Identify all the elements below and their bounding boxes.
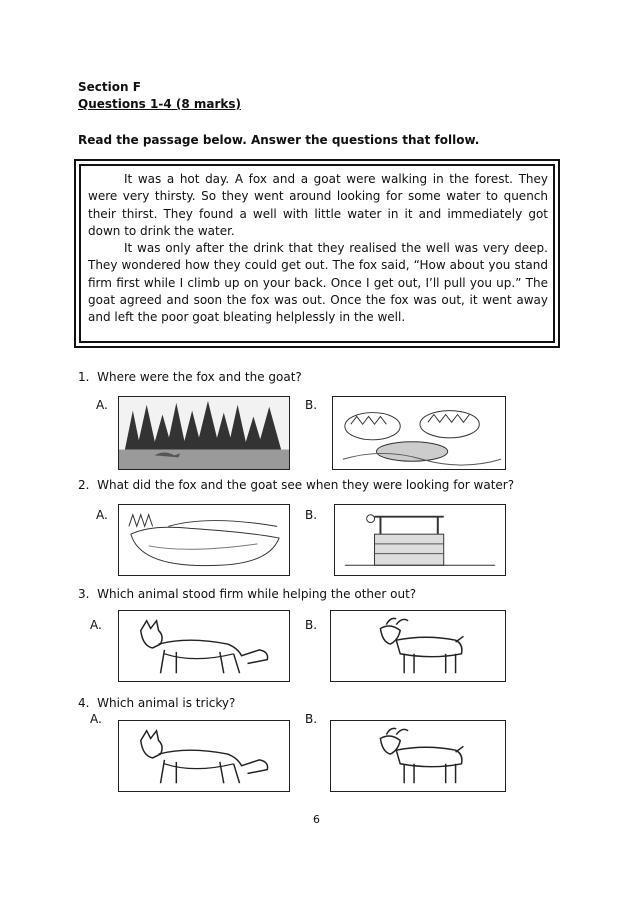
question-3-text: Which animal stood firm while helping the other out? [97, 587, 417, 601]
question-3-option-a-label[interactable]: A. [90, 618, 102, 632]
question-2-option-b-label[interactable]: B. [305, 508, 318, 522]
questions-title: Questions 1-4 (8 marks) [78, 97, 241, 111]
fox-picture-icon[interactable] [118, 610, 290, 682]
instruction: Read the passage below. Answer the questions that follow. [78, 133, 480, 147]
forest-picture-icon[interactable] [118, 396, 290, 470]
question-1-option-a-label[interactable]: A. [96, 398, 108, 412]
question-4 [78, 696, 235, 710]
passage-paragraph-1: It was a hot day. A fox and a goat were walking in the forest. They were very thirsty. So they went around looking for some water to quench their thirst. They found a well with little water in it and immediately got down to drink the water. [88, 172, 548, 238]
section-title: Section F [78, 80, 141, 94]
question-1-number: 1. [78, 370, 90, 384]
passage-box [74, 159, 560, 348]
question-2-number: 2. [78, 478, 90, 492]
question-4-number: 4. [78, 696, 90, 710]
question-1-text: Where were the fox and the goat? [97, 370, 302, 384]
question-4-option-a-label[interactable]: A. [90, 712, 102, 726]
question-1 [78, 370, 302, 384]
goat-picture-icon[interactable] [330, 720, 506, 792]
question-3 [78, 587, 416, 601]
page-number: 6 [313, 813, 320, 826]
goat-picture-icon[interactable] [330, 610, 506, 682]
question-2-option-a-label[interactable]: A. [96, 508, 108, 522]
question-4-option-b-label[interactable]: B. [305, 712, 318, 726]
question-2 [78, 478, 514, 492]
fox-picture-icon[interactable] [118, 720, 290, 792]
question-1-option-b-label[interactable]: B. [305, 398, 318, 412]
question-3-option-b-label[interactable]: B. [305, 618, 318, 632]
question-4-text: Which animal is tricky? [97, 696, 236, 710]
question-2-text: What did the fox and the goat see when they were looking for water? [97, 478, 515, 492]
well-picture-icon[interactable] [334, 504, 506, 576]
garden-picture-icon[interactable] [332, 396, 506, 470]
pond-picture-icon[interactable] [118, 504, 290, 576]
passage-text [88, 171, 548, 327]
passage-paragraph-2: It was only after the drink that they realised the well was very deep. They wondered how they could get out. The fox said, “How about you stand firm first while I climb up on your back. Once I get out, I’ll pull you up.” The goat agreed and soon the fox was out. Once the fox was out, it went away and left the poor goat bleating helplessly in the well. [88, 241, 548, 325]
question-3-number: 3. [78, 587, 90, 601]
